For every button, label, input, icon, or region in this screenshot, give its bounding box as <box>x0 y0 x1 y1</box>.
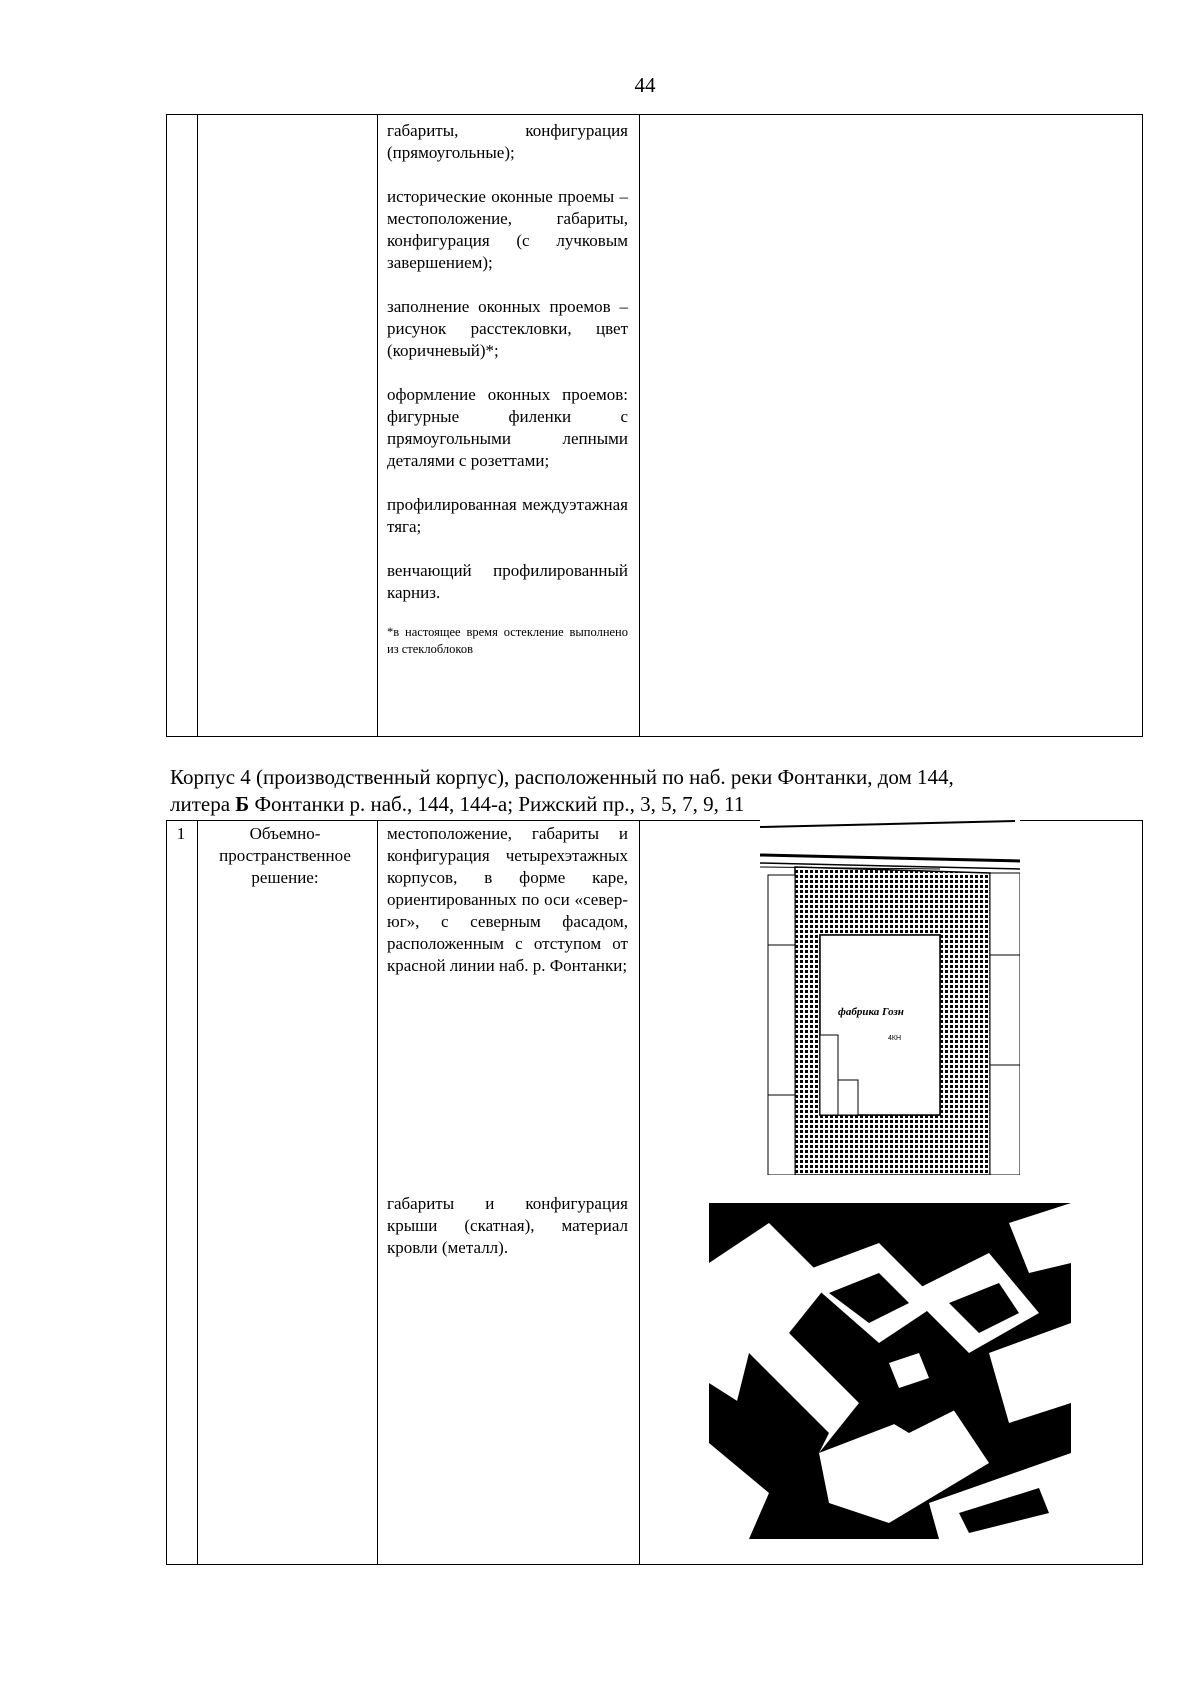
site-plan-map <box>760 815 1020 1175</box>
requirement-item: профилированная междуэтажная тяга; <box>387 495 628 536</box>
requirement-location: местоположение, габариты и конфигурация четырехэтажных корпусов, в форме каре, ориентированных по оси «север-юг», с северным фасадом, расположенным с отступом от красной линии наб. р. Фонтанки; <box>387 824 628 975</box>
aerial-photo <box>709 1203 1071 1539</box>
row-label: Объемно-пространственное решение: <box>219 824 351 887</box>
map-label: фабрика Гозн <box>838 1006 904 1018</box>
footnote: *в настоящее время остекление выполнено из стеклоблоков <box>387 625 628 656</box>
requirement-item: оформление оконных проемов: фигурные филенки с прямоугольными лепными деталями с розеттами; <box>387 385 628 470</box>
requirement-roof: габариты и конфигурация крыши (скатная), материал кровли (металл). <box>387 1194 628 1257</box>
heading-line-1: Корпус 4 (производственный корпус), расположенный по наб. реки Фонтанки, дом 144, <box>170 765 954 789</box>
section-heading <box>170 764 1130 818</box>
requirement-item: венчающий профилированный карниз. <box>387 561 628 602</box>
requirement-item: габариты, конфигурация (прямоугольные); <box>387 121 628 162</box>
row-number: 1 <box>176 824 186 843</box>
requirement-item: заполнение оконных проемов – рисунок расстекловки, цвет (коричневый)*; <box>387 297 628 360</box>
requirements-cell <box>387 120 628 658</box>
requirement-item: исторические оконные проемы – местоположение, габариты, конфигурация (с лучковым завершением); <box>387 187 628 272</box>
heading-line-2: литера Б Фонтанки р. наб., 144, 144-а; Рижский пр., 3, 5, 7, 9, 11 <box>170 792 745 816</box>
map-sublabel: 4КН <box>888 1035 902 1042</box>
page-number: 44 <box>634 73 656 97</box>
